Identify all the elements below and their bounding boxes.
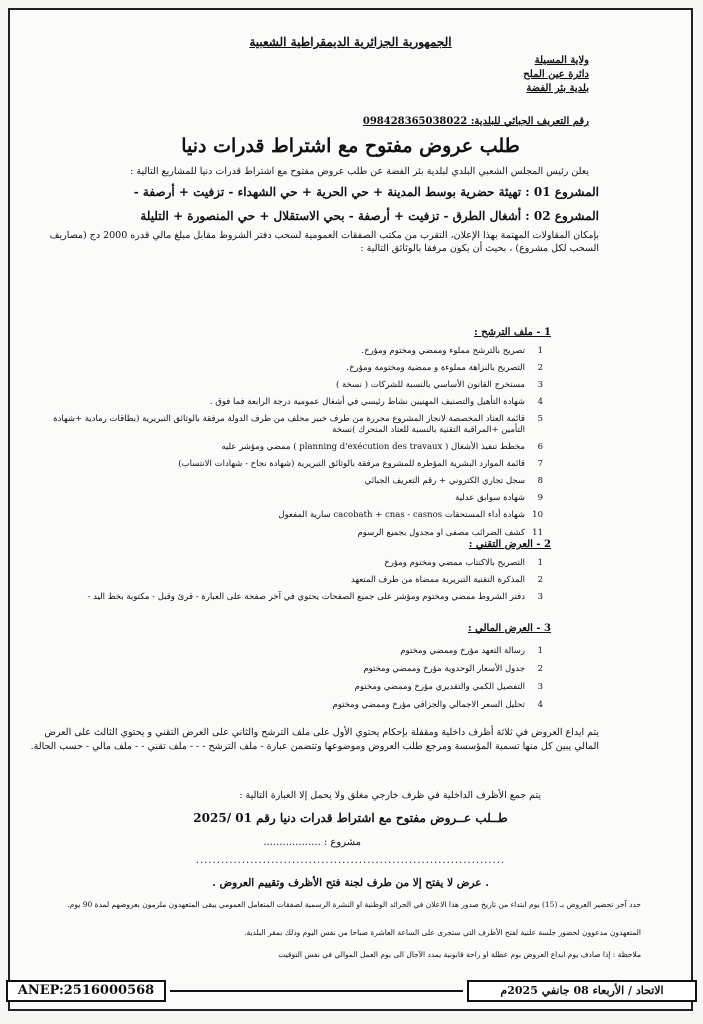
list-item: 2 جدول الأسعار الوحدوية مؤرخ وممضي ومختوم bbox=[363, 664, 543, 675]
wilaya-line: ولاية المسيلة bbox=[534, 55, 589, 66]
invite-paragraph: المتعهدون مدعوون لحضور جلسة علنية لفتح الأظرف التي ستجرى على الساعة العاشرة صباحا من نفس اليوم وذلك بمقر البلدية. bbox=[244, 928, 641, 937]
list-item: 4 شهادة التأهيل والتصنيف المهنيين نشاط رئيسي في أشغال عمومية درجة الرابعة فما فوق . bbox=[209, 397, 543, 408]
commune-line: بلدية بئر الفضة bbox=[526, 83, 589, 94]
list-item: 6 مخطط تنفيذ الأشغال ( planning d'exécution des travaux ) ممضي ومؤشر عليه bbox=[221, 442, 543, 453]
dots-line: .......................................................................... bbox=[195, 855, 506, 866]
section-title-candidacy: 1 - ملف الترشح : bbox=[474, 327, 551, 338]
not-open-notice: . عرض لا يفتح إلا من طرف لجنة فتح الأظرف وتقييم العروض . bbox=[212, 877, 489, 889]
list-item: 8 سجل تجاري الكتروني + رقم التعريف الجبائي bbox=[364, 476, 543, 487]
list-item: 5 قائمة العتاد المخصصة لانجاز المشروع محررة من طرف خبير محلف من طرف الدولة مرفقة بالوثائق التبريرية (بطاقات رمادية +شهادة التأمين +المراقبة التقنية بالنسبة للعتاد المتحرك )نسخة bbox=[53, 414, 543, 436]
project-01: المشروع 01 : تهيئة حضرية بوسط المدينة + حي الحرية + حي الشهداء - تزفيت + أرصفة - bbox=[133, 185, 599, 199]
list-item: 1 رسالة التعهد مؤرخ وممضي ومختوم bbox=[400, 646, 543, 656]
list-item: 2 التصريح بالنزاهة مملوءة و ممضية ومختومة ومؤرخ. bbox=[346, 363, 543, 374]
envelope-title: طــلب عــروض مفتوح مع اشتراط قدرات دنيا رقم 01 /2025 bbox=[193, 811, 508, 825]
anep-reference: ANEP:2516000568 bbox=[6, 980, 166, 1002]
list-item: 3 دفتر الشروط ممضي ومختوم ومؤشر على جميع الصفحات يحتوي في آخر صفحة على العبارة - قرئ وقبل - مكتوبة بخط اليد - bbox=[87, 592, 543, 603]
financial-list bbox=[43, 646, 543, 718]
republic-heading: الجمهورية الجزائرية الديمقراطية الشعبية bbox=[249, 35, 452, 49]
list-item: 10 شهادة أداء المستحقات cacobath + cnas - casnos سارية المفعول bbox=[278, 510, 543, 521]
deposit-paragraph: يتم ايداع العروض في ثلاثة أظرف داخلية ومقفلة بإحكام يحتوي الأول على ملف الترشح والثاني على العرض التقني و يحتوي الثالث على العرض المالي يبين كل منها تسمية المؤسسة ومرجع طلب العروض وموضوعها وتتضمن عبارة - ملف الترشح - - - ملف تقني - - ملف مالي - حسب الحالة. bbox=[30, 727, 599, 753]
withdrawal-paragraph: بإمكان المقاولات المهتمة بهذا الإعلان، التقرب من مكتب الصفقات العمومية لسحب دفتر الشروط مقابل مبلغ مالي قدره 2000 دج (مصاريف السحب لكل مشروع) ، بحيث أن يكون مرفقا بالوثائق التالية : bbox=[49, 230, 599, 254]
document-frame bbox=[8, 8, 693, 1011]
section-title-technical: 2 - العرض التقني : bbox=[468, 539, 551, 550]
envelope-note: يتم جمع الأظرف الداخلية في ظرف خارجي مغلق ولا يحمل إلا العبارة التالية : bbox=[239, 790, 541, 801]
daira-line: دائرة عين الملح bbox=[523, 69, 589, 80]
project-02: المشروع 02 : أشغال الطرق - تزفيت + أرصفة - بحي الاستقلال + حي المنصورة + التليلة bbox=[140, 209, 599, 223]
candidacy-list bbox=[43, 346, 543, 545]
list-item: 11 كشف الضرائب مصفى او مجدول بجميع الرسوم bbox=[357, 527, 543, 538]
page-title: طلب عروض مفتوح مع اشتراط قدرات دنيا bbox=[181, 135, 520, 157]
list-item: 9 شهادة سوابق عدلية bbox=[455, 493, 543, 504]
footer-divider bbox=[170, 990, 463, 992]
technical-list bbox=[43, 558, 543, 609]
intro-text: يعلن رئيس المجلس الشعبي البلدي لبلدية بئر الفضة عن طلب عروض مفتوح مع اشتراط قدرات دنيا للمشاريع التالية : bbox=[130, 166, 589, 177]
note-paragraph: ملاحظة : إذا صادف يوم ايداع العروض يوم عطلة او راحة قانونية يمدد الآجال الى يوم العمل الموالي في نفس التوقيت bbox=[278, 950, 641, 959]
list-item: 4 تحليل السعر الاجمالي والجزافي مؤرخ وممضي ومختوم bbox=[332, 700, 543, 711]
list-item: 3 مستخرج القانون الأساسي بالنسبة للشركات ( نسخة ) bbox=[335, 380, 543, 391]
list-item: 1 التصريح بالاكتتاب ممضي ومختوم ومؤرخ bbox=[384, 558, 543, 568]
list-item: 3 التفصيل الكمي والتقديري مؤرخ وممضي ومختوم bbox=[354, 682, 543, 693]
deadline-paragraph: حدد آخر تحضير العروض بـ (15) يوم ابتداء من تاريخ صدور هذا الاعلان في الجرائد الوطنية او النشرة الرسمية لصفقات المتعامل العمومي يبقى المتعهدون ملزمون بعروضهم لمدة 90 يوم. bbox=[67, 900, 641, 909]
publication-date: الاتحاد / الأربعاء 08 جانفي 2025م bbox=[467, 980, 697, 1002]
issuer-block bbox=[389, 54, 589, 96]
list-item: 7 قائمة الموارد البشرية المؤطرة للمشروع مرفقة بالوثائق التبريرية (شهادة نجاح - شهادات الانتساب) bbox=[178, 459, 543, 470]
list-item: 2 المذكرة التقنية التبريرية ممضاة من طرف المتعهد bbox=[350, 575, 543, 586]
section-title-financial: 3 - العرض المالي : bbox=[467, 623, 551, 634]
project-label: مشروع : .................. bbox=[263, 837, 361, 848]
tax-id-line: رقم التعريف الجبائي للبلدية: 098428365038022 bbox=[362, 116, 589, 127]
list-item: 1 تصريح بالترشح مملوء وممضي ومختوم ومؤرخ. bbox=[361, 346, 543, 356]
announcement-page bbox=[10, 10, 691, 1009]
